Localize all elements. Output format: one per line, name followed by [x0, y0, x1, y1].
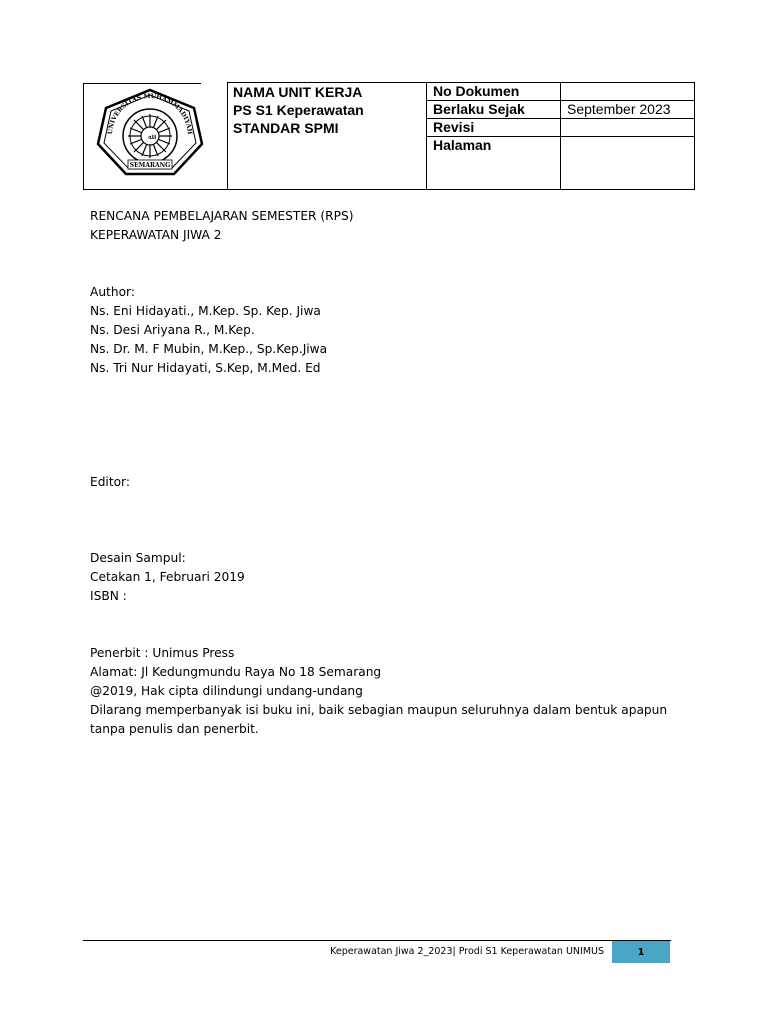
footer-text: Keperawatan Jiwa 2_2023| Prodi S1 Keperawatan UNIMUS	[330, 946, 604, 957]
logo-center-glyph: ﷲ	[147, 132, 153, 141]
author-item: Ns. Eni Hidayati., M.Kep. Sp. Kep. Jiwa	[90, 304, 321, 318]
logo-text-bottom: SEMARANG	[129, 161, 171, 169]
page-label: Halaman	[427, 137, 561, 190]
document-body	[90, 207, 690, 739]
printing-info: Cetakan 1, Februari 2019	[90, 570, 245, 584]
logo-cell	[84, 83, 228, 190]
isbn-label: ISBN :	[90, 589, 127, 603]
reproduction-notice-line2: tanpa penulis dan penerbit.	[90, 722, 259, 736]
valid-since-label: Berlaku Sejak	[427, 101, 561, 119]
page-number: 1	[637, 946, 645, 958]
editor-label: Editor:	[90, 475, 130, 489]
copyright-notice: @2019, Hak cipta dilindungi undang-undang	[90, 684, 363, 698]
revision-label: Revisi	[427, 119, 561, 137]
cover-design-label: Desain Sampul:	[90, 551, 186, 565]
valid-since-value: September 2023	[561, 101, 695, 119]
university-logo	[90, 86, 210, 182]
unit-name: PS S1 Keperawatan	[233, 102, 364, 118]
page-value	[561, 137, 695, 190]
document-title-line2: KEPERAWATAN JIWA 2	[90, 228, 222, 242]
revision-value	[561, 119, 695, 137]
publisher-address: Alamat: Jl Kedungmundu Raya No 18 Semarang	[90, 665, 382, 679]
unit-cell	[228, 83, 427, 190]
unit-label: NAMA UNIT KERJA	[233, 84, 363, 100]
author-label: Author:	[90, 285, 135, 299]
standard-label: STANDAR SPMI	[233, 120, 339, 136]
publisher: Penerbit : Unimus Press	[90, 646, 235, 660]
reproduction-notice-line1: Dilarang memperbanyak isi buku ini, baik sebagian maupun seluruhnya dalam bentuk apapun	[90, 703, 668, 717]
footer-rule	[83, 940, 671, 941]
author-item: Ns. Desi Ariyana R., M.Kep.	[90, 323, 255, 337]
doc-number-label: No Dokumen	[427, 83, 561, 101]
page-number-badge	[612, 941, 670, 963]
author-item: Ns. Dr. M. F Mubin, M.Kep., Sp.Kep.Jiwa	[90, 342, 328, 356]
header-table	[83, 82, 695, 190]
logo-text-top: UNIVERSITAS MUHAMMADIYAH	[106, 92, 194, 135]
document-title-line1: RENCANA PEMBELAJARAN SEMESTER (RPS)	[90, 209, 354, 223]
doc-number-value	[561, 83, 695, 101]
author-item: Ns. Tri Nur Hidayati, S.Kep, M.Med. Ed	[90, 361, 321, 375]
